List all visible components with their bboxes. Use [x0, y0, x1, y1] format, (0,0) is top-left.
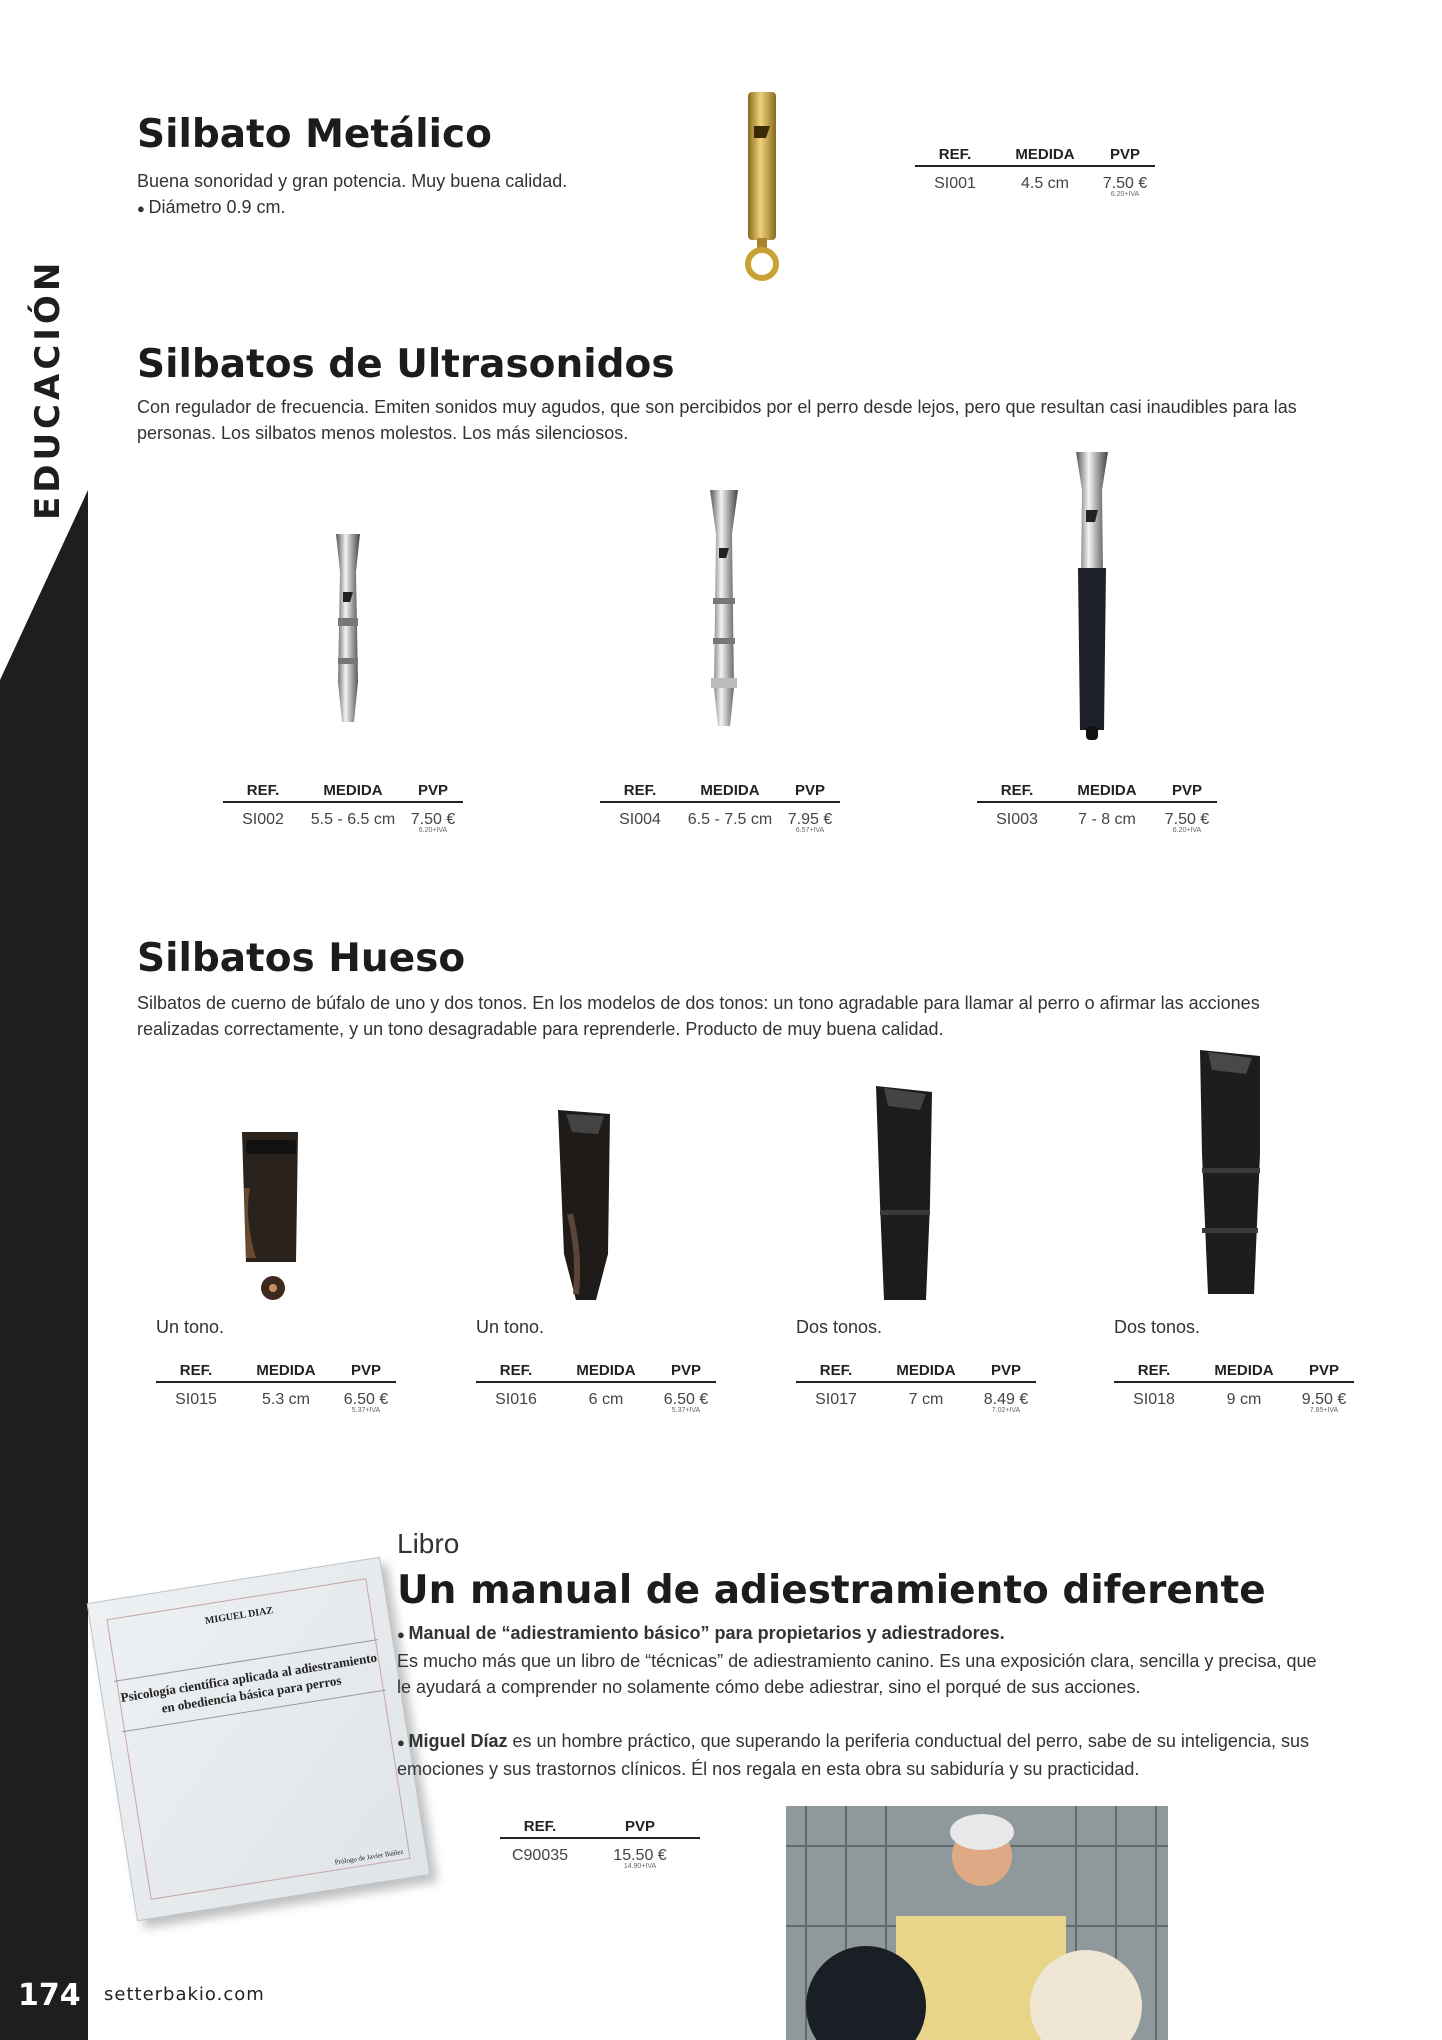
ref-value: SI004	[619, 811, 661, 828]
ultrasonidos-desc: Con regulador de frecuencia. Emiten sonidos muy agudos, que son percibidos por el perro desde lejos, pero que resultan casi inaudibles para las personas. Los silbatos menos molestos. Los más silenciosos.	[137, 397, 1297, 443]
pvp-value: 8.49 €	[983, 1391, 1029, 1408]
ultrasonic-whistle-image	[328, 532, 368, 742]
ref-header: REF.	[179, 1362, 213, 1379]
medida-header: MEDIDA	[896, 1362, 956, 1379]
hueso-title: Silbatos Hueso	[137, 936, 466, 981]
horn-price-table	[1114, 1362, 1354, 1414]
tax-value: 6.20+IVA	[1172, 827, 1202, 834]
metalico-desc-text: Buena sonoridad y gran potencia. Muy buena calidad.	[137, 171, 568, 191]
medida-value: 5.5 - 6.5 cm	[310, 811, 396, 828]
price-row	[476, 1391, 716, 1414]
pvp-header: PVP	[1171, 782, 1202, 799]
ref-header: REF.	[1137, 1362, 1171, 1379]
medida-header: MEDIDA	[1015, 146, 1075, 163]
book-cover-author: MIGUEL DIAZ	[204, 1605, 274, 1627]
pvp-header: PVP	[670, 1362, 701, 1379]
ref-header: REF.	[246, 782, 280, 799]
tax-value: 6.20+IVA	[1110, 191, 1140, 198]
price-row	[915, 175, 1155, 198]
medida-header: MEDIDA	[576, 1362, 636, 1379]
price-row	[1114, 1391, 1354, 1414]
medida-value: 7 - 8 cm	[1078, 811, 1136, 828]
tax-value: 7.02+IVA	[991, 1407, 1021, 1414]
pvp-header: PVP	[624, 1818, 655, 1835]
book-cover-image	[87, 1557, 431, 1921]
medida-value: 9 cm	[1226, 1391, 1262, 1408]
pvp-value: 7.95 €	[787, 811, 833, 828]
tax-value: 6.57+IVA	[795, 827, 825, 834]
pvp-value: 15.50 €	[613, 1847, 667, 1864]
ref-value: SI015	[175, 1391, 217, 1408]
ultrasonic-price-table	[223, 782, 463, 834]
metalico-desc	[137, 168, 697, 222]
price-row	[156, 1391, 396, 1414]
author-photo	[786, 1806, 1168, 2040]
pvp-header: PVP	[1308, 1362, 1339, 1379]
medida-value: 5.3 cm	[261, 1391, 310, 1408]
book-cover-title: Psicología científica aplicada al adiestramiento en obediencia básica para perros	[114, 1639, 386, 1732]
pvp-header: PVP	[1109, 146, 1140, 163]
ref-value: SI016	[495, 1391, 537, 1408]
site-url[interactable]: setterbakio.com	[104, 1984, 265, 2005]
page-number: 174	[18, 1978, 81, 2013]
horn-caption: Un tono.	[156, 1317, 225, 1337]
libro-desc	[397, 1620, 1327, 1782]
ref-value: SI017	[815, 1391, 857, 1408]
pvp-header: PVP	[794, 782, 825, 799]
libro-para1: Es mucho más que un libro de “técnicas” de adiestramiento canino. Es una exposición clara, sencilla y precisa, que le ayudará a comprender no solamente cómo debe adiestrar, sino el porqué de sus acciones.	[397, 1651, 1317, 1697]
metal-whistle-image	[738, 88, 788, 288]
metalico-bullet: ● Diámetro 0.9 cm.	[137, 194, 697, 222]
libro-title: Un manual de adiestramiento diferente	[397, 1568, 1266, 1613]
ref-header: REF.	[1000, 782, 1034, 799]
ref-value: SI018	[1133, 1391, 1175, 1408]
pvp-value: 7.50 €	[1102, 175, 1148, 192]
pvp-value: 6.50 €	[663, 1391, 709, 1408]
pvp-header: PVP	[990, 1362, 1021, 1379]
pvp-value: 7.50 €	[1164, 811, 1210, 828]
horn-price-table	[156, 1362, 396, 1414]
pvp-value: 9.50 €	[1301, 1391, 1347, 1408]
horn-whistle-image	[1194, 1044, 1268, 1306]
horn-whistle-image	[236, 1128, 306, 1304]
tax-value: 5.37+IVA	[671, 1407, 701, 1414]
ref-value: SI002	[242, 811, 284, 828]
ultrasonidos-title: Silbatos de Ultrasonidos	[137, 342, 675, 387]
book-cover-prologo: Prólogo de Javier Ibáñez	[334, 1847, 405, 1867]
price-row	[977, 811, 1217, 834]
ref-header: REF.	[523, 1818, 557, 1835]
pvp-header: PVP	[417, 782, 448, 799]
medida-value: 6.5 - 7.5 cm	[687, 811, 773, 828]
horn-price-table	[476, 1362, 716, 1414]
price-row	[796, 1391, 1036, 1414]
horn-whistle-image	[870, 1080, 940, 1306]
libro-price-table	[500, 1818, 700, 1870]
medida-header: MEDIDA	[323, 782, 383, 799]
section-label: EDUCACIÓN	[28, 258, 68, 520]
medida-header: MEDIDA	[256, 1362, 316, 1379]
libro-kicker: Libro	[397, 1528, 460, 1559]
medida-value: 4.5 cm	[1020, 175, 1069, 192]
tax-value: 6.20+IVA	[418, 827, 448, 834]
libro-author-text: es un hombre práctico, que superando la periferia conductual del perro, sabe de su inteligencia, sus emociones y sus trastornos clínicos. Él nos regala en esta obra su sabiduría y su practicidad.	[397, 1731, 1309, 1779]
ref-value: C90035	[511, 1847, 569, 1864]
ultrasonic-whistle-image	[1070, 450, 1114, 744]
medida-header: MEDIDA	[1077, 782, 1137, 799]
horn-whistle-image	[550, 1104, 620, 1304]
tax-value: 5.37+IVA	[351, 1407, 381, 1414]
medida-header: MEDIDA	[1214, 1362, 1274, 1379]
libro-bullet1: ● Manual de “adiestramiento básico” para propietarios y adiestradores.	[397, 1620, 1327, 1648]
horn-price-table	[796, 1362, 1036, 1414]
ref-header: REF.	[938, 146, 972, 163]
horn-caption: Dos tonos.	[1114, 1317, 1201, 1337]
tax-value: 7.85+IVA	[1309, 1407, 1339, 1414]
ref-header: REF.	[819, 1362, 853, 1379]
price-row	[500, 1847, 700, 1870]
hueso-desc: Silbatos de cuerno de búfalo de uno y dos tonos. En los modelos de dos tonos: un tono agradable para llamar al perro o afirmar las acciones realizadas correctamente, y un tono desagradable para reprenderle. Producto de muy buena calidad.	[137, 993, 1260, 1039]
metalico-price-table	[915, 146, 1155, 198]
ultrasonic-whistle-image	[704, 488, 744, 744]
pvp-header: PVP	[350, 1362, 381, 1379]
libro-author-name: ● Miguel Díaz	[397, 1731, 507, 1751]
medida-value: 6 cm	[588, 1391, 624, 1408]
metalico-title: Silbato Metálico	[137, 112, 492, 157]
ultrasonic-price-table	[600, 782, 840, 834]
ref-header: REF.	[623, 782, 657, 799]
price-row	[600, 811, 840, 834]
ref-value: SI003	[996, 811, 1038, 828]
ultrasonic-price-table	[977, 782, 1217, 834]
ref-header: REF.	[499, 1362, 533, 1379]
ref-value: SI001	[934, 175, 976, 192]
libro-bullet2	[397, 1728, 1327, 1782]
medida-header: MEDIDA	[700, 782, 760, 799]
horn-caption: Un tono.	[476, 1317, 545, 1337]
medida-value: 7 cm	[908, 1391, 944, 1408]
sidebar-band	[0, 680, 88, 2040]
tax-value: 14.90+IVA	[623, 1863, 657, 1870]
pvp-value: 7.50 €	[410, 811, 456, 828]
price-row	[223, 811, 463, 834]
pvp-value: 6.50 €	[343, 1391, 389, 1408]
horn-caption: Dos tonos.	[796, 1317, 883, 1337]
